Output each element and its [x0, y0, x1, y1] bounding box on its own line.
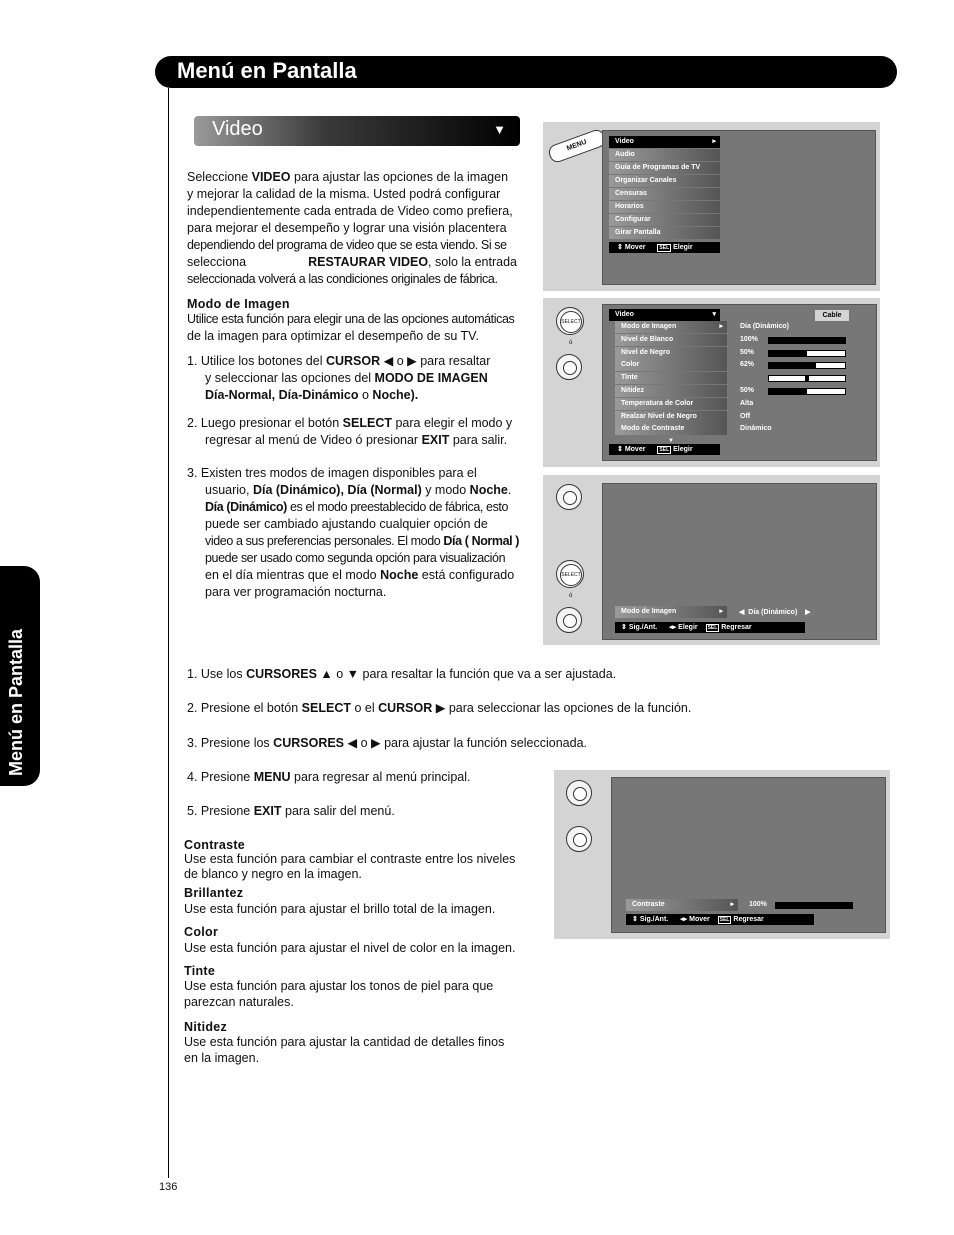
modo-step: puede ser cambiado ajustando cualquier opción de	[205, 517, 488, 531]
func-title: Tinte	[184, 964, 216, 978]
status-bar: ⇕ Mover SEL Elegir	[609, 444, 720, 455]
setting-slider[interactable]	[768, 337, 846, 344]
cursor-right-icon	[566, 826, 592, 852]
menu-item-setup[interactable]: Configurar	[609, 214, 720, 226]
func-desc: Use esta función para ajustar la cantidad de detalles finos	[184, 1035, 505, 1049]
intro-line: Seleccione VIDEO para ajustar las opciones de la imagen	[187, 170, 509, 184]
func-desc: en la imagen.	[184, 1051, 260, 1065]
setting-item[interactable]: Temperatura de Color	[615, 398, 727, 410]
cursor-pad-icon	[556, 354, 582, 380]
screen-panel-1	[543, 122, 880, 291]
triangle-right-icon: ▸	[712, 138, 716, 145]
step-5: 5. Presione EXIT para salir del menú.	[187, 804, 395, 818]
setting-value: Día (Dinámico)	[740, 323, 790, 330]
setting-item[interactable]: Modo de Imagen ▸	[615, 321, 727, 333]
side-tab	[0, 566, 40, 786]
side-tab-label: Menú en Pantalla	[6, 628, 26, 776]
step-4: 4. Presione MENU para regresar al menú principal.	[187, 770, 471, 784]
cursor-updown-icon	[566, 780, 592, 806]
modo-title: Modo de Imagen	[187, 297, 290, 311]
menu-item-schedule[interactable]: Horarios	[609, 201, 720, 213]
modo-step: en el día mientras que el modo Noche está configurado	[205, 568, 515, 582]
intro-line: y mejorar la calidad de la misma. Usted podrá configurar	[187, 187, 501, 201]
func-desc: Use esta función para ajustar el brillo total de la imagen.	[184, 902, 496, 916]
triangle-right-icon: ▸	[719, 608, 723, 615]
menu-button-icon: MENU	[547, 128, 608, 165]
status-bar: ⇕ Sig./Ant. ◂▸ Mover SEL Regresar	[626, 914, 814, 925]
page-title: Menú en Pantalla	[177, 58, 357, 83]
intro-line: dependiendo del programa de video que se esta viendo. Si se	[187, 238, 507, 252]
menu-item-modo-imagen[interactable]: Modo de Imagen ▸	[615, 606, 727, 618]
screen-panel-2	[543, 298, 880, 467]
menu-item-channels[interactable]: Organizar Canales	[609, 175, 720, 187]
setting-item[interactable]: Realzar Nivel de Negro	[615, 411, 727, 423]
intro-line: seleccionada volverá a las condiciones originales de fábrica.	[187, 272, 498, 286]
func-desc: Use esta función para ajustar los tonos de piel para que	[184, 979, 494, 993]
intro-paragraph	[187, 169, 517, 288]
step-3: 3. Presione los CURSORES ◀ o ▶ para ajustar la función seleccionada.	[187, 736, 587, 750]
contrast-slider[interactable]	[775, 902, 853, 909]
screen-panel-4	[554, 770, 890, 939]
modo-step: regresar al menú de Video ó presionar EXIT para salir.	[205, 433, 508, 447]
source-badge: Cable	[815, 310, 849, 321]
select-button-icon: SELECT	[556, 560, 584, 588]
leftright-icon: ◂▸	[669, 624, 677, 631]
triangle-right-icon: ▸	[730, 901, 734, 908]
step-2: 2. Presione el botón SELECT o el CURSOR ▶ para seleccionar las opciones de la función.	[187, 701, 692, 715]
setting-item[interactable]: Nivel de Negro	[615, 347, 727, 359]
page-header	[155, 56, 897, 88]
leftright-icon: ◂▸	[680, 916, 688, 923]
modo-step: 3. Existen tres modos de imagen disponibles para el	[187, 466, 477, 480]
modo-step: para ver programación nocturna.	[205, 585, 387, 599]
setting-value: Off	[740, 412, 751, 420]
menu-item-audio[interactable]: Audio	[609, 149, 720, 161]
updown-icon: ⇕	[617, 446, 623, 453]
setting-slider[interactable]	[768, 362, 846, 369]
modo-step: Día-Normal, Día-Dinámico o Noche).	[205, 388, 419, 402]
cursor-pad-icon	[556, 607, 582, 633]
setting-slider[interactable]	[768, 388, 846, 395]
func-title: Nitidez	[184, 1020, 228, 1034]
tv-screen-4	[611, 777, 886, 933]
status-bar: ⇕ Sig./Ant. ◂▸ Elegir SEL Regresar	[615, 622, 805, 633]
sel-icon: SEL	[659, 447, 670, 453]
func-desc: parezcan naturales.	[184, 995, 294, 1009]
setting-item[interactable]: Nitidez	[615, 385, 727, 397]
setting-value: 50%	[740, 348, 755, 356]
mode-value[interactable]: ◀ Día (Dinámico) ▶	[739, 609, 811, 616]
sel-icon: SEL	[659, 245, 670, 251]
page-number: 136	[159, 1181, 178, 1193]
func-title: Brillantez	[184, 886, 244, 900]
select-button-icon: SELECT	[556, 307, 584, 335]
func-desc: Use esta función para cambiar el contraste entre los niveles	[184, 852, 516, 866]
modo-desc: de la imagen para optimizar el desempeño de su TV.	[187, 329, 479, 343]
modo-section	[187, 297, 527, 601]
func-title: Color	[184, 925, 219, 939]
contrast-value: 100%	[749, 901, 767, 908]
setting-slider[interactable]	[768, 375, 846, 382]
setting-item[interactable]: Modo de Contraste	[615, 423, 727, 435]
modo-step: puede ser usado como segunda opción para visualización	[205, 551, 506, 565]
function-list	[184, 838, 524, 1066]
modo-step: y seleccionar las opciones del MODO DE IMAGEN	[205, 371, 488, 385]
menu-item-rotate[interactable]: Girar Pantalla	[609, 227, 720, 239]
section-bar-video	[194, 116, 520, 146]
updown-icon: ⇕	[632, 916, 638, 923]
screen-panel-3	[543, 475, 880, 645]
modo-step: video a sus preferencias personales. El modo Día ( Normal )	[205, 534, 520, 548]
modo-step: Día (Dinámico) es el modo preestablecido de fábrica, esto	[205, 500, 509, 514]
sel-icon: SEL	[707, 625, 718, 631]
modo-step: 1. Utilice los botones del CURSOR ◀ o ▶ para resaltar	[187, 354, 491, 368]
func-desc: Use esta función para ajustar el nivel de color en la imagen.	[184, 941, 516, 955]
step-1: 1. Use los CURSORES ▲ o ▼ para resaltar la función que va a ser ajustada.	[187, 667, 617, 681]
menu-header-video: Video ▾	[609, 309, 720, 321]
section-title: Video	[212, 118, 263, 140]
modo-step: 2. Luego presionar el botón SELECT para elegir el modo y	[187, 416, 513, 430]
menu-item-video[interactable]: Video ▸	[609, 136, 720, 148]
setting-slider[interactable]	[768, 350, 846, 357]
cursor-updown-icon	[556, 484, 582, 510]
setting-item[interactable]: Nivel de Blanco	[615, 334, 727, 346]
setting-value: Dinámico	[740, 425, 772, 433]
tv-screen-2	[602, 304, 877, 461]
or-label: ó	[569, 340, 573, 346]
menu-item-guide[interactable]: Guía de Programas de TV	[609, 162, 720, 174]
or-label: ó	[569, 593, 573, 599]
intro-line: selecciona RESTAURAR VIDEO, solo la entrada	[187, 255, 517, 269]
modo-step: usuario, Día (Dinámico), Día (Normal) y modo Noche.	[205, 483, 512, 497]
tv-screen-3	[602, 483, 877, 640]
setting-item[interactable]: Color	[615, 359, 727, 371]
modo-desc: Utilice esta función para elegir una de las opciones automáticas	[187, 312, 515, 326]
func-title: Contraste	[184, 838, 246, 852]
setting-value: 50%	[740, 387, 755, 394]
more-arrow-icon: ▼	[668, 438, 674, 444]
intro-line: para mejorar el desempeño y lograr una visión placentera	[187, 221, 507, 235]
margin-rule	[168, 88, 169, 1178]
func-desc: de blanco y negro en la imagen.	[184, 867, 362, 881]
setting-item[interactable]: Tinte	[615, 372, 727, 384]
status-bar: ⇕ Mover SEL Elegir	[609, 242, 720, 253]
setting-value: 62%	[740, 361, 755, 369]
sel-icon: SEL	[719, 917, 730, 923]
updown-icon: ⇕	[621, 624, 627, 631]
triangle-right-icon: ▸	[719, 323, 723, 330]
tv-screen-1	[602, 130, 876, 285]
updown-icon: ⇕	[617, 244, 623, 251]
setting-value: Alta	[740, 399, 754, 407]
intro-line: independientemente cada entrada de Video como prefiera,	[187, 204, 513, 218]
menu-item-contraste[interactable]: Contraste ▸	[626, 899, 738, 911]
setting-value: 100%	[740, 335, 758, 343]
triangle-down-icon: ▾	[712, 311, 716, 318]
menu-item-censor[interactable]: Censuras	[609, 188, 720, 200]
triangle-down-icon: ▼	[493, 122, 506, 137]
